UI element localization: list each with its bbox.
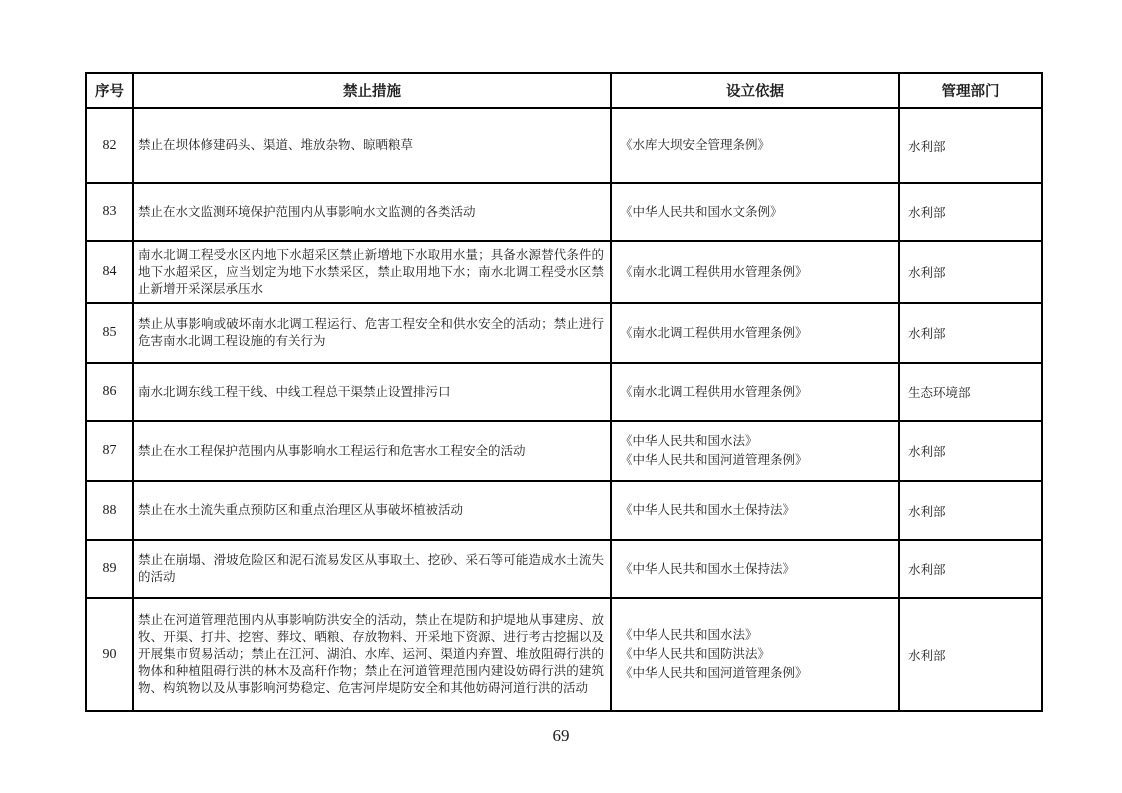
prohibited-measure: 禁止在水文监测环境保护范围内从事影响水文监测的各类活动 [133,183,611,241]
table-row [86,481,1042,540]
header-legal-basis: 设立依据 [611,73,899,108]
prohibited-measure: 南水北调工程受水区内地下水超采区禁止新增地下水取用水量；具备水源替代条件的地下水超采区，应当划定为地下水禁采区，禁止取用地下水；南水北调工程受水区禁止新增开采深层承压水 [133,241,611,303]
managing-department: 水利部 [899,598,1042,711]
prohibited-measure: 禁止在水工程保护范围内从事影响水工程运行和危害水工程安全的活动 [133,421,611,481]
table-header-row [86,73,1042,108]
prohibited-measure: 禁止在崩塌、滑坡危险区和泥石流易发区从事取土、挖砂、采石等可能造成水土流失的活动 [133,540,611,598]
header-managing-department: 管理部门 [899,73,1042,108]
row-number: 87 [86,421,133,481]
legal-basis [611,421,899,481]
managing-department: 水利部 [899,421,1042,481]
legal-basis-line: 《中华人民共和国水法》 [620,434,758,448]
row-number: 83 [86,183,133,241]
legal-basis-line: 《南水北调工程供用水管理条例》 [620,264,808,279]
table-row [86,363,1042,421]
legal-basis-line: 《中华人民共和国水法》 [620,628,758,642]
legal-basis-line: 《中华人民共和国河道管理条例》 [620,666,808,680]
legal-basis-line: 《中华人民共和国水土保持法》 [620,503,796,517]
table-row [86,540,1042,598]
row-number: 90 [86,598,133,711]
managing-department: 水利部 [899,540,1042,598]
prohibited-measures-table [85,72,1043,712]
row-number: 88 [86,481,133,540]
managing-department: 水利部 [899,481,1042,540]
managing-department: 水利部 [899,241,1042,303]
managing-department: 水利部 [899,183,1042,241]
table-row [86,108,1042,183]
legal-basis [611,303,899,363]
row-number: 84 [86,241,133,303]
prohibited-measure: 禁止在水土流失重点预防区和重点治理区从事破坏植被活动 [133,481,611,540]
table-row [86,598,1042,711]
table-row [86,241,1042,303]
row-number: 86 [86,363,133,421]
legal-basis [611,363,899,421]
legal-basis-line: 《中华人民共和国防洪法》 [620,647,771,661]
managing-department: 水利部 [899,108,1042,183]
table-row [86,421,1042,481]
legal-basis-line: 《中华人民共和国水土保持法》 [620,561,796,576]
legal-basis [611,540,899,598]
managing-department: 生态环境部 [899,363,1042,421]
prohibited-measure: 禁止在河道管理范围内从事影响防洪安全的活动，禁止在堤防和护堤地从事建房、放牧、开渠、打井、挖窖、葬坟、晒粮、存放物料、开采地下资源、进行考古挖掘以及开展集市贸易活动；禁止在江河、湖泊、水库、运河、渠道内弃置、堆放阻碍行洪的物体和种植阻碍行洪的林木及高秆作物；禁止在河道管理范围内建设妨碍行洪的建筑物、构筑物以及从事影响河势稳定、危害河岸堤防安全和其他妨碍河道行洪的活动 [133,598,611,711]
prohibited-measure: 南水北调东线工程干线、中线工程总干渠禁止设置排污口 [133,363,611,421]
row-number: 89 [86,540,133,598]
legal-basis-line: 《南水北调工程供用水管理条例》 [620,325,808,340]
legal-basis [611,241,899,303]
legal-basis-line: 《水库大坝安全管理条例》 [620,138,771,152]
row-number: 82 [86,108,133,183]
legal-basis-line: 《中华人民共和国河道管理条例》 [620,453,808,467]
legal-basis-line: 《中华人民共和国水文条例》 [620,204,783,219]
table-row [86,183,1042,241]
legal-basis [611,598,899,711]
legal-basis [611,481,899,540]
header-serial-number: 序号 [86,73,133,108]
managing-department: 水利部 [899,303,1042,363]
page-number: 69 [552,726,570,745]
legal-basis [611,183,899,241]
row-number: 85 [86,303,133,363]
prohibited-measure: 禁止在坝体修建码头、渠道、堆放杂物、晾晒粮草 [133,108,611,183]
legal-basis [611,108,899,183]
table-row [86,303,1042,363]
header-prohibited-measure: 禁止措施 [133,73,611,108]
prohibited-measure: 禁止从事影响或破坏南水北调工程运行、危害工程安全和供水安全的活动；禁止进行危害南水北调工程设施的有关行为 [133,303,611,363]
legal-basis-line: 《南水北调工程供用水管理条例》 [620,384,808,399]
